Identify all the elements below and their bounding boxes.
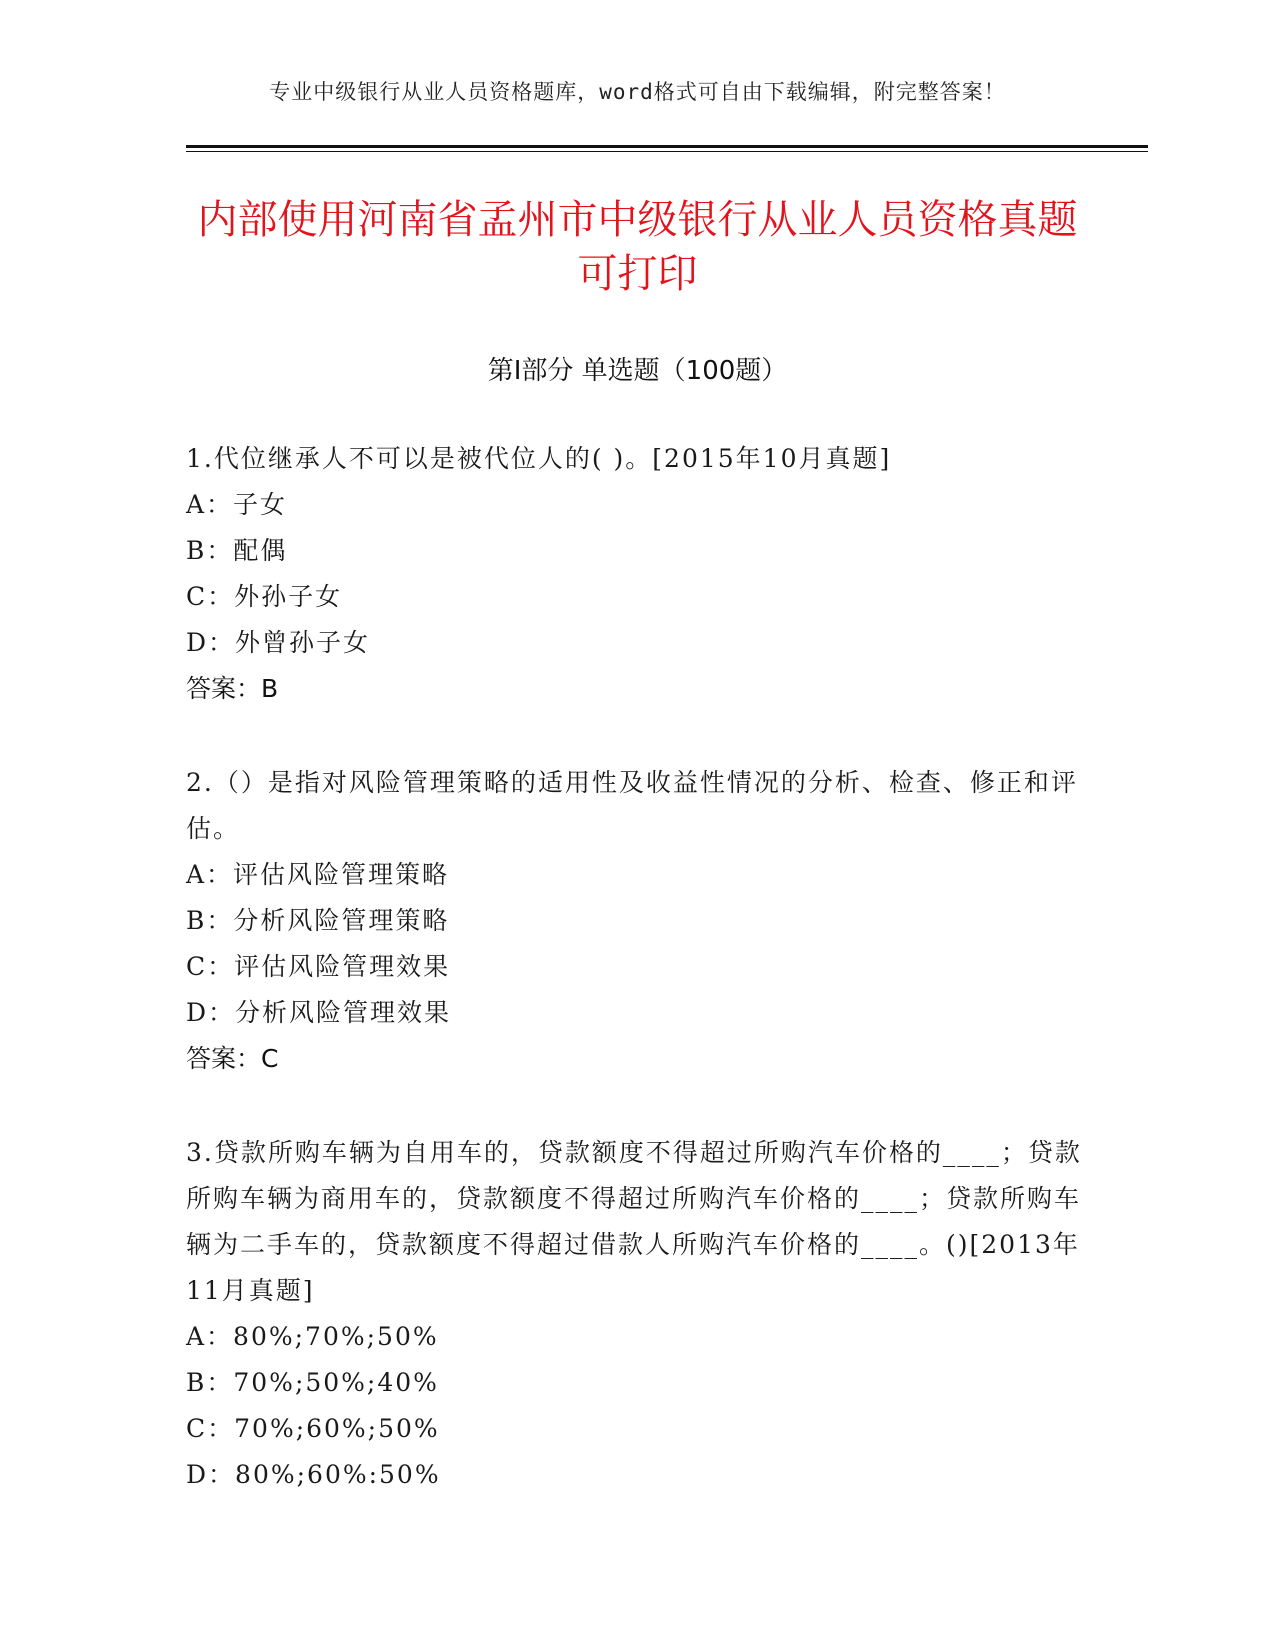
option-c: C：外孙子女 [186, 582, 343, 611]
question-stem: 2.（）是指对风险管理策略的适用性及收益性情况的分析、检查、修正和评估。 [186, 768, 1078, 843]
question-list [186, 436, 1086, 1546]
option-b: B：70%;50%;40% [186, 1368, 439, 1397]
option-d: D：外曾孙子女 [186, 628, 371, 657]
option-c: C：70%;60%;50% [186, 1414, 440, 1443]
option-a: A：80%;70%;50% [186, 1322, 439, 1351]
question-stem: 1.代位继承人不可以是被代位人的( )。[2015年10月真题] [186, 444, 892, 473]
option-d: D：80%;60%:50% [186, 1460, 441, 1489]
question-stem: 3.贷款所购车辆为自用车的，贷款额度不得超过所购汽车价格的____；贷款所购车辆为商用车的，贷款额度不得超过所购汽车价格的____；贷款所购车辆为二手车的，贷款额度不得超过借款人所购汽车价格的____。()[2013年11月真题] [186, 1138, 1082, 1305]
answer: 答案：C [186, 1044, 279, 1073]
header-divider-thin [186, 151, 1148, 152]
question-2 [186, 760, 1086, 1082]
option-c: C：评估风险管理效果 [186, 952, 451, 981]
header-divider-thick [186, 145, 1148, 148]
header-note: 专业中级银行从业人员资格题库，word格式可自由下载编辑，附完整答案！ [269, 80, 1006, 104]
option-a: A：子女 [186, 490, 288, 519]
option-b: B：配偶 [186, 536, 288, 565]
question-1 [186, 436, 1086, 712]
question-3 [186, 1130, 1086, 1498]
option-a: A：评估风险管理策略 [186, 860, 450, 889]
answer: 答案：B [186, 674, 279, 703]
section-title: 第Ⅰ部分 单选题（100题） [487, 356, 788, 386]
option-d: D：分析风险管理效果 [186, 998, 452, 1027]
document-title: 内部使用河南省孟州市中级银行从业人员资格真题可打印 [197, 197, 1078, 297]
option-b: B：分析风险管理策略 [186, 906, 450, 935]
